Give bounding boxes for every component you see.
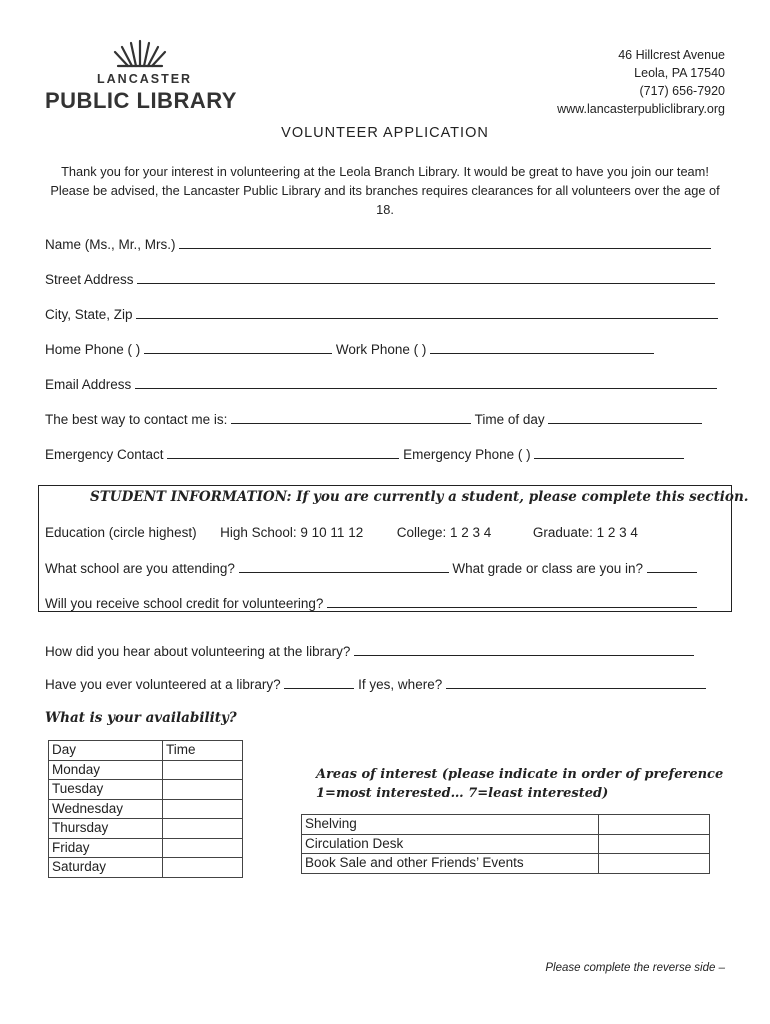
student-heading: STUDENT INFORMATION: If you are currently a student, please complete this section. — [90, 489, 749, 505]
table-row — [49, 858, 243, 878]
city-row — [45, 306, 718, 322]
day-cell: Wednesday — [49, 799, 163, 819]
library-logo-icon — [112, 38, 168, 68]
credit-row — [45, 595, 697, 611]
volunteered-field[interactable] — [284, 676, 354, 689]
name-field[interactable] — [179, 236, 711, 249]
areas-table — [301, 814, 710, 874]
table-row — [49, 819, 243, 839]
school-row — [45, 560, 697, 576]
contact-label: The best way to contact me is: — [45, 412, 228, 427]
volunteered-label: Have you ever volunteered at a library? — [45, 677, 281, 692]
page-title: VOLUNTEER APPLICATION — [281, 125, 489, 141]
hear-label: How did you hear about volunteering at the library? — [45, 644, 351, 659]
college-options[interactable]: College: 1 2 3 4 — [396, 525, 492, 540]
library-address — [557, 46, 725, 118]
table-row — [302, 854, 710, 874]
areas-heading — [316, 765, 723, 803]
intro-paragraph: Thank you for your interest in volunteering at the Leola Branch Library. It would be great to have you join our team! Please be advised, the Lancaster Public Library and its branches requires clearances for all volunteers over the age of 18. — [50, 164, 720, 217]
volunteered-row — [45, 676, 706, 692]
name-row — [45, 236, 711, 252]
time-field[interactable] — [548, 411, 702, 424]
work-phone-label: Work Phone ( ) — [335, 342, 427, 357]
time-cell[interactable] — [163, 780, 243, 800]
areas-heading-line2: 1=most interested… 7=least interested) — [316, 786, 609, 801]
availability-table — [48, 740, 243, 878]
table-row — [302, 815, 710, 835]
email-field[interactable] — [135, 376, 717, 389]
high-school-options[interactable]: High School: 9 10 11 12 — [220, 525, 364, 540]
time-cell[interactable] — [163, 760, 243, 780]
area-cell: Circulation Desk — [302, 834, 599, 854]
home-phone-field[interactable] — [144, 341, 332, 354]
day-cell: Saturday — [49, 858, 163, 878]
work-phone-field[interactable] — [430, 341, 654, 354]
name-label: Name (Ms., Mr., Mrs.) — [45, 237, 176, 252]
email-row — [45, 376, 717, 392]
preference-cell[interactable] — [599, 854, 710, 874]
hear-field[interactable] — [354, 643, 694, 656]
day-header: Day — [49, 741, 163, 761]
city-label: City, State, Zip — [45, 307, 133, 322]
area-cell: Shelving — [302, 815, 599, 835]
table-row — [302, 834, 710, 854]
hear-row — [45, 643, 694, 659]
contact-field[interactable] — [231, 411, 471, 424]
preference-cell[interactable] — [599, 834, 710, 854]
graduate-options[interactable]: Graduate: 1 2 3 4 — [532, 525, 638, 540]
time-cell[interactable] — [163, 819, 243, 839]
where-label: If yes, where? — [358, 677, 443, 692]
emergency-phone-label: Emergency Phone ( ) — [403, 447, 531, 462]
emergency-phone-field[interactable] — [534, 446, 684, 459]
time-cell[interactable] — [163, 858, 243, 878]
street-row — [45, 271, 715, 287]
credit-label: Will you receive school credit for volunteering? — [45, 596, 324, 611]
availability-heading: What is your availability? — [45, 710, 237, 726]
preference-cell[interactable] — [599, 815, 710, 835]
home-phone-label: Home Phone ( ) — [45, 342, 141, 357]
education-row — [45, 525, 638, 540]
logo-public-library-text: PUBLIC LIBRARY — [45, 88, 237, 113]
table-row — [49, 741, 243, 761]
address-city: Leola, PA 17540 — [634, 66, 725, 80]
emergency-field[interactable] — [167, 446, 399, 459]
day-cell: Thursday — [49, 819, 163, 839]
time-label: Time of day — [474, 412, 545, 427]
address-phone: (717) 656-7920 — [639, 84, 725, 98]
city-field[interactable] — [136, 306, 718, 319]
time-cell[interactable] — [163, 799, 243, 819]
education-label: Education (circle highest) — [45, 525, 197, 540]
area-cell: Book Sale and other Friends’ Events — [302, 854, 599, 874]
time-header: Time — [163, 741, 243, 761]
address-street: 46 Hillcrest Avenue — [618, 48, 725, 62]
day-cell: Tuesday — [49, 780, 163, 800]
footer-note: Please complete the reverse side – — [545, 962, 725, 974]
street-field[interactable] — [137, 271, 715, 284]
address-website[interactable]: www.lancasterpubliclibrary.org — [557, 102, 725, 116]
contact-row — [45, 411, 702, 427]
where-field[interactable] — [446, 676, 706, 689]
school-label: What school are you attending? — [45, 561, 235, 576]
logo-lancaster-text: LANCASTER — [97, 72, 193, 86]
email-label: Email Address — [45, 377, 132, 392]
emergency-row — [45, 446, 684, 462]
grade-label: What grade or class are you in? — [452, 561, 644, 576]
areas-heading-line1: Areas of interest (please indicate in order of preference — [316, 767, 724, 782]
table-row — [49, 799, 243, 819]
table-row — [49, 780, 243, 800]
emergency-label: Emergency Contact — [45, 447, 164, 462]
time-cell[interactable] — [163, 838, 243, 858]
school-field[interactable] — [239, 560, 449, 573]
credit-field[interactable] — [327, 595, 697, 608]
street-label: Street Address — [45, 272, 134, 287]
grade-field[interactable] — [647, 560, 697, 573]
day-cell: Friday — [49, 838, 163, 858]
table-row — [49, 838, 243, 858]
day-cell: Monday — [49, 760, 163, 780]
table-row — [49, 760, 243, 780]
phone-row — [45, 341, 654, 357]
